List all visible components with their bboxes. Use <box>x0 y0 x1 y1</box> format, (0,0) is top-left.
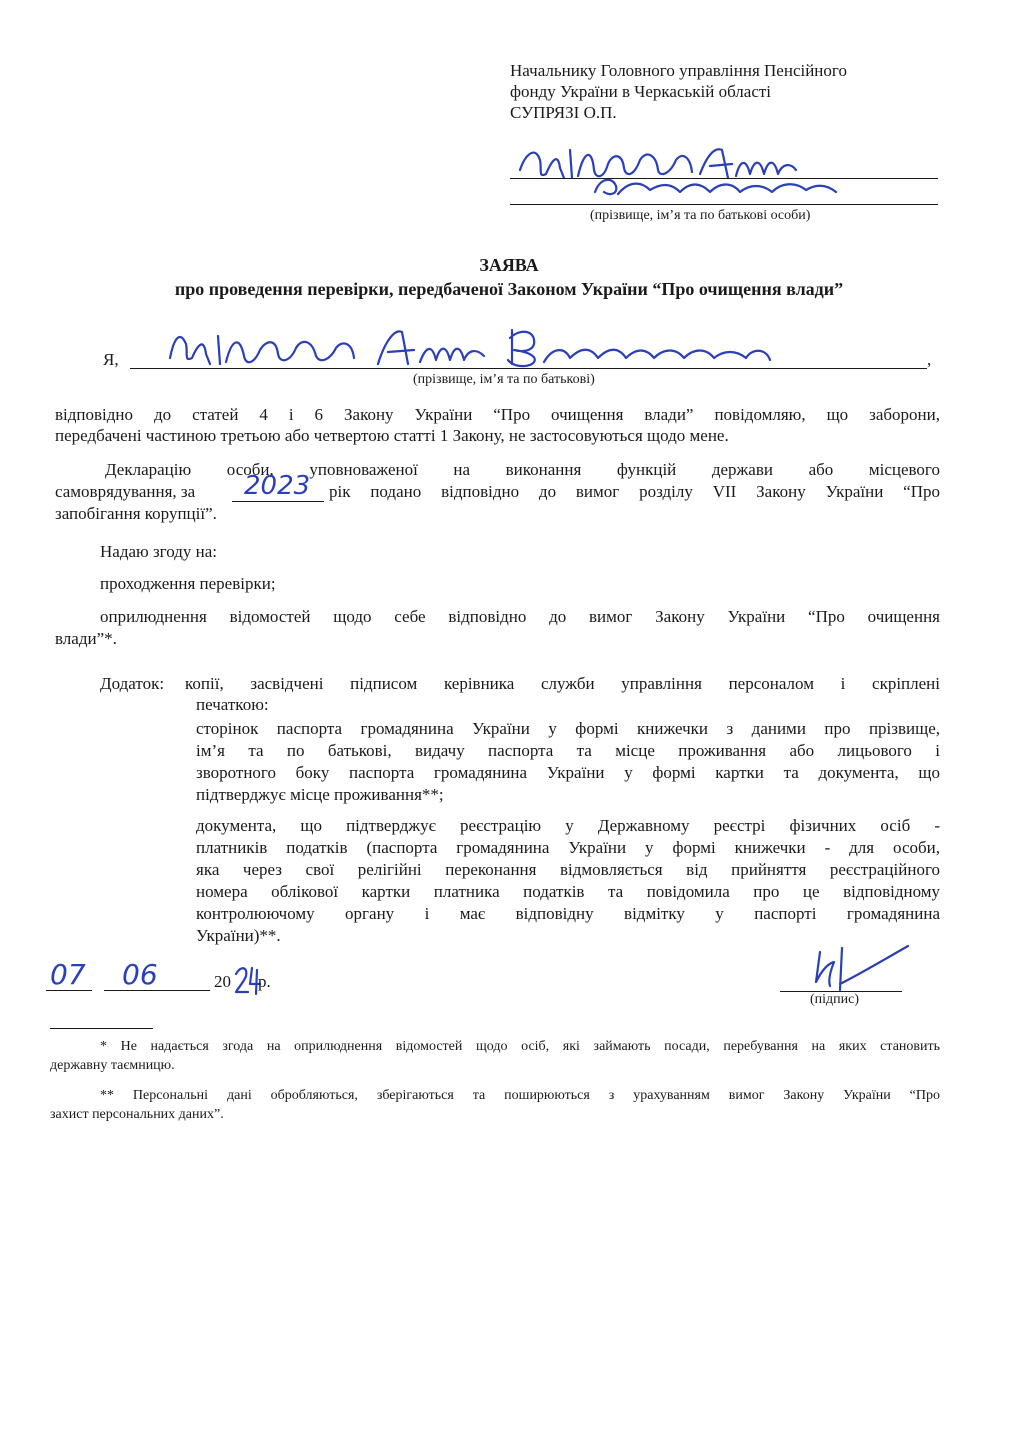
consent-title: Надаю згоду на: <box>100 542 218 561</box>
name-line-2 <box>510 204 938 205</box>
name-line-1 <box>510 178 938 179</box>
applicant-name-caption: (прізвище, ім’я та по батькові) <box>413 372 595 387</box>
para1-line-1: відповідно до статей 4 і 6 Закону України “Про очищення влади” повідомляю, що заборони, <box>55 405 940 424</box>
attachment-intro-line-1: копії, засвідчені підписом керівника служби управління персоналом і скріплені <box>185 674 940 693</box>
attachment-item-1-line-3: зворотного боку паспорта громадянина України у формі картки та документа, що <box>196 763 940 782</box>
footnote-1-line-1: * Не надається згода на оприлюднення відомостей щодо осіб, які займають посади, перебування на яких становить <box>100 1039 940 1054</box>
addressee-line-1: Начальнику Головного управління Пенсійного <box>510 61 847 80</box>
consent-item-1: проходження перевірки; <box>100 574 276 593</box>
para1-line-2: передбачені частиною третьою або четвертою статті 1 Закону, не застосовуються щодо мене. <box>55 426 729 445</box>
footnote-2-line-2: захист персональних даних”. <box>50 1107 224 1122</box>
handwritten-signature <box>790 938 920 998</box>
addressee-line-2: фонду України в Черкаській області <box>510 82 772 101</box>
intro-prefix: Я, <box>103 350 119 369</box>
para2-line-1: Декларацію особи, уповноваженої на виконання функцій держави або місцевого <box>105 460 940 479</box>
date-month: 06 <box>122 958 158 991</box>
date-day: 07 <box>50 958 86 991</box>
footnote-1-line-2: державну таємницю. <box>50 1058 175 1073</box>
attachment-item-1-line-4: підтверджує місце проживання**; <box>196 785 444 804</box>
date-year-prefix: 20 <box>214 972 231 991</box>
handwritten-applicant-name <box>140 318 790 370</box>
intro-suffix: , <box>927 350 932 369</box>
document-title: ЗАЯВА <box>479 255 539 275</box>
attachment-item-2-line-3: яка через свої релігійні переконання відмовляється від прийняття реєстраційного <box>196 860 940 879</box>
para2-line-3: запобігання корупції”. <box>55 504 217 523</box>
attachment-item-2-line-4: номера облікової картки платника податків та повідомила про це відповідному <box>196 882 940 901</box>
attachment-item-2-line-2: платників податків (паспорта громадянина України у формі книжечки - для особи, <box>196 838 940 857</box>
date-month-line <box>104 990 210 991</box>
attachment-item-2-line-1: документа, що підтверджує реєстрацію у Державному реєстрі фізичних осіб - <box>196 816 940 835</box>
attachment-item-2-line-6: України)**. <box>196 926 281 945</box>
date-day-line <box>46 990 92 991</box>
attachment-item-1-line-1: сторінок паспорта громадянина України у формі книжечки з даними про прізвище, <box>196 719 940 738</box>
year-line <box>232 501 324 502</box>
para2-line-2-start: самоврядування, за <box>55 482 196 501</box>
consent-item-2-line-1: оприлюднення відомостей щодо себе відповідно до вимог Закону України “Про очищення <box>100 607 940 626</box>
attachment-item-1-line-2: ім’я та по батькові, видачу паспорта та місце проживання або лицьового і <box>196 741 940 760</box>
attachment-label: Додаток: <box>100 674 165 693</box>
date-suffix: р. <box>258 972 271 991</box>
declaration-year: 2023 <box>244 471 311 501</box>
addressee-name-caption: (прізвище, ім’я та по батькові особи) <box>590 208 811 223</box>
document-subtitle: про проведення перевірки, передбаченої Законом України “Про очищення влади” <box>174 279 844 299</box>
footnote-2-line-1: ** Персональні дані обробляються, зберігаються та поширюються з урахуванням вимог Закону України “Про <box>100 1088 940 1103</box>
attachment-item-2-line-5: контролюючому органу і має відповідну відмітку у паспорті громадянина <box>196 904 940 923</box>
consent-item-2-line-2: влади”*. <box>55 629 117 648</box>
footnote-separator <box>50 1028 153 1029</box>
addressee-line-3: СУПРЯЗІ О.П. <box>510 103 617 122</box>
attachment-intro-line-2: печаткою: <box>196 695 269 714</box>
handwritten-applicant-name-header <box>500 130 940 210</box>
signature-caption: (підпис) <box>810 992 860 1007</box>
applicant-name-line <box>130 368 927 369</box>
para2-line-2-end: рік подано відповідно до вимог розділу VII Закону України “Про <box>329 482 940 501</box>
